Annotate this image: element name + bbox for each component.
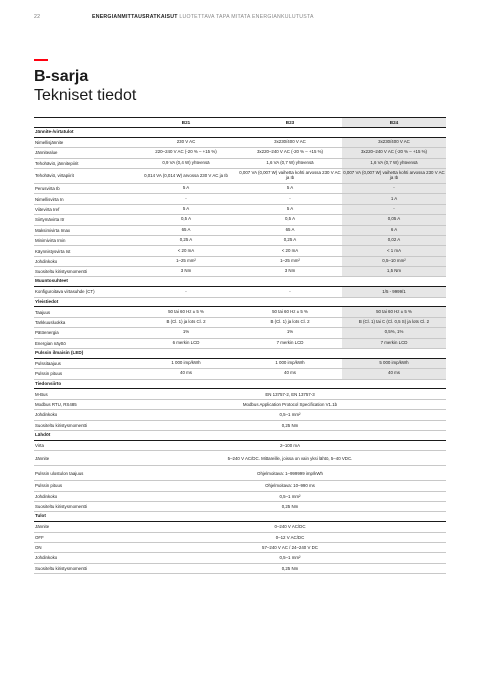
table-row xyxy=(34,246,446,256)
table-row xyxy=(34,339,446,349)
table-row xyxy=(34,481,446,491)
cell-b24: 0,02 A xyxy=(342,236,446,245)
cell-b24: B (Cl. 1) tai C (Cl. 0,5 S) ja lots Cl. 2 xyxy=(342,318,446,327)
cell-all-models: 0,5–1 mm² xyxy=(279,412,301,418)
cell-all-models: 57–240 V AC / 24–240 V DC xyxy=(262,545,318,551)
page-title: B-sarja xyxy=(34,68,89,85)
cell-b24: 0,007 VA (0,007 W) vaihetta kohti arvossa 230 V AC ja Ib xyxy=(342,169,446,183)
table-row xyxy=(34,169,446,184)
cell-all-models: 0,25 Nm xyxy=(281,565,299,571)
cell-b21: - xyxy=(185,195,187,201)
cell-b23: 50 tai 60 Hz ± 5 % xyxy=(272,308,308,314)
cell-b21: 0,014 VA (0,014 W) arvossa 230 V AC ja Ib xyxy=(144,172,228,178)
table-row xyxy=(34,369,446,379)
table-row xyxy=(34,421,446,431)
spec-table xyxy=(34,117,446,574)
table-row xyxy=(34,328,446,338)
cell-b24: 6 A xyxy=(342,226,446,235)
row-label: Tehohäviö, virtapiirit xyxy=(35,173,74,179)
cell-all-models: 0–240 V AC/DC xyxy=(274,524,306,530)
cell-b23: 0,5 A xyxy=(284,216,295,222)
cell-all-models: 5–240 V AC/DC. Mittareille, joissa on vain yksi lähtö, 5–40 VDC. xyxy=(227,455,353,461)
cell-b24: 1/5 - 9999/1 xyxy=(342,287,446,296)
row-label: Pulssin pituus xyxy=(35,483,63,489)
row-label: Tehohäviö, jännitepiirit xyxy=(35,160,79,166)
cell-all-models: 0,5–1 mm² xyxy=(279,493,301,499)
table-row xyxy=(34,148,446,158)
row-label: Suositeltu kiristysmomentti xyxy=(35,422,87,428)
table-row xyxy=(34,215,446,225)
cell-b24: 1 A xyxy=(342,194,446,203)
row-label: Suositeltu kiristysmomentti xyxy=(35,269,87,275)
cell-b21: 1–25 mm² xyxy=(176,257,196,263)
cell-b23: 5 A xyxy=(286,205,294,211)
cell-b24: < 1 mA xyxy=(342,246,446,255)
table-row xyxy=(34,205,446,215)
cell-b24: 50 tai 60 Hz ± 5 % xyxy=(342,307,446,316)
table-row xyxy=(34,267,446,277)
row-label: Pätöenergia xyxy=(35,330,59,336)
row-label: Pulssin ulostulon taajuus xyxy=(35,470,84,476)
cell-b24: 1,6 VA (0,7 W) yhteensä xyxy=(342,159,446,168)
cell-b23: 3x230/400 V AC xyxy=(274,139,306,145)
section-heading: Tiedonsiirto xyxy=(34,380,446,390)
cell-b23: 5 A xyxy=(286,185,294,191)
cell-b21: 65 A xyxy=(181,226,191,232)
row-label: Virta xyxy=(35,442,44,448)
cell-all-models: Modbus Application Protocol Specification V1.1b xyxy=(242,401,338,407)
row-label: Konfiguroitava virtasuhde (CT) xyxy=(35,289,95,295)
row-label: Minimivirta Imin xyxy=(35,238,66,244)
cell-b24: 40 ms xyxy=(342,369,446,378)
row-label: Käynnistysvirta Ist xyxy=(35,248,71,254)
table-row xyxy=(34,318,446,328)
column-header-b24: B24 xyxy=(342,118,446,127)
cell-b21: 5 A xyxy=(182,205,190,211)
cell-b21: < 20 mA xyxy=(177,247,195,253)
section-heading: Lähdöt xyxy=(34,431,446,441)
table-row xyxy=(34,451,446,466)
cell-b24: 1,5 Nm xyxy=(342,267,446,276)
row-label: Maksimivirta Imax xyxy=(35,227,71,233)
table-row xyxy=(34,236,446,246)
row-label: ON xyxy=(35,545,42,551)
cell-b23: 65 A xyxy=(285,226,295,232)
cell-b24: 7 merkin LCD xyxy=(342,339,446,348)
cell-b23: 3 Nm xyxy=(284,268,296,274)
page-header xyxy=(34,14,314,20)
cell-b24: 3x220–240 V AC (-20 % – +15 %) xyxy=(342,148,446,157)
column-header-b21: B21 xyxy=(181,120,191,125)
cell-all-models: 2–100 mA xyxy=(279,442,300,448)
table-row xyxy=(34,257,446,267)
cell-b21: 220–240 V AC (-20 % – +15 %) xyxy=(155,149,217,155)
cell-all-models: 0,5–1 mm² xyxy=(279,555,301,561)
cell-b24: 3x230/400 V AC xyxy=(342,138,446,147)
cell-b21: B (Cl. 1) ja lots Cl. 2 xyxy=(166,319,206,325)
table-row xyxy=(34,492,446,502)
row-label: Viitevirta Iref xyxy=(35,206,60,212)
column-header-blank xyxy=(34,118,134,127)
table-row xyxy=(34,159,446,169)
row-label: Perusvirta Ib xyxy=(35,186,60,192)
cell-b23: B (Cl. 1) ja lots Cl. 2 xyxy=(270,319,310,325)
cell-b23: 1–25 mm² xyxy=(280,257,300,263)
header-tagline: LUOTETTAVA TAPA MITATA ENERGIANKULUTUSTA xyxy=(179,14,314,20)
table-row xyxy=(34,502,446,512)
cell-b23: 3x220–240 V AC (-20 % – +15 %) xyxy=(256,149,324,155)
cell-b21: 6 merkin LCD xyxy=(172,339,200,345)
cell-b24: - xyxy=(342,205,446,214)
section-heading: Yleistiedot xyxy=(34,298,446,308)
section-heading: Muuntosuhteet xyxy=(34,277,446,287)
table-row xyxy=(34,553,446,563)
row-label: Energian näyttö xyxy=(35,340,66,346)
cell-b24: 0,5%, 1% xyxy=(342,328,446,337)
table-row xyxy=(34,466,446,481)
row-label: Suositeltu kiristysmomentti xyxy=(35,504,87,510)
cell-b21: - xyxy=(185,288,187,294)
table-row xyxy=(34,522,446,532)
row-label: Johdinkoko xyxy=(35,258,58,264)
cell-b21: 1% xyxy=(182,329,190,335)
cell-b24: 0,05 A xyxy=(342,215,446,224)
row-label: Pulssin pituus xyxy=(35,371,63,377)
row-label: Nimellisvirta In xyxy=(35,196,64,202)
table-row xyxy=(34,307,446,317)
cell-b21: 1 000 imp/kWh xyxy=(171,360,201,366)
row-label: Jännite xyxy=(35,524,50,530)
row-label: OFF xyxy=(35,534,44,540)
cell-b21: 50 tai 60 Hz ± 5 % xyxy=(168,308,204,314)
table-row xyxy=(34,359,446,369)
page-subtitle: Tekniset tiedot xyxy=(34,87,137,104)
table-row xyxy=(34,533,446,543)
cell-b21: 0,5 A xyxy=(180,216,191,222)
cell-b23: - xyxy=(289,195,291,201)
row-label: Taajuus xyxy=(35,309,51,315)
row-label: Jännitealue xyxy=(35,150,58,156)
cell-b23: < 20 mA xyxy=(281,247,299,253)
section-heading: Pulssin ilmaisin (LED) xyxy=(34,349,446,359)
cell-b23: - xyxy=(289,288,291,294)
cell-b23: 1% xyxy=(286,329,294,335)
table-row xyxy=(34,287,446,297)
cell-all-models: Ohjelmoitava: 1–999999 imp/kWh xyxy=(257,470,323,476)
section-heading: Jännite-/virtatulot xyxy=(34,128,446,138)
cell-b21: 230 V AC xyxy=(176,139,196,145)
column-header-row xyxy=(34,118,446,128)
cell-all-models: Ohjelmoitava: 10–990 ms xyxy=(265,483,315,489)
row-label: Johdinkoko xyxy=(35,555,58,561)
cell-b21: 0,25 A xyxy=(179,237,193,243)
cell-b21: 5 A xyxy=(182,185,190,191)
cell-b21: 40 ms xyxy=(180,370,192,376)
row-label: Johdinkoko xyxy=(35,412,58,418)
table-row xyxy=(34,410,446,420)
table-row xyxy=(34,441,446,451)
cell-all-models: 0,25 Nm xyxy=(281,422,299,428)
row-label: Jännite xyxy=(35,455,50,461)
table-row xyxy=(34,564,446,574)
cell-b21: 3 Nm xyxy=(180,268,192,274)
cell-b23: 40 ms xyxy=(284,370,296,376)
cell-b24: - xyxy=(342,184,446,193)
table-row xyxy=(34,184,446,194)
cell-all-models: EN 13757-2, EN 13757-3 xyxy=(265,391,315,397)
cell-b23: 0,25 A xyxy=(283,237,297,243)
row-label: Nimellisjännite xyxy=(35,139,64,145)
header-brand: ENERGIANMITTAUSRATKAISUT xyxy=(92,14,178,20)
cell-all-models: 0,25 Nm xyxy=(281,504,299,510)
cell-b23: 1,6 VA (0,7 W) yhteensä xyxy=(266,159,314,165)
section-heading: Tulot xyxy=(34,512,446,522)
row-label: Tarkkuusluokka xyxy=(35,320,66,326)
cell-b23: 7 merkin LCD xyxy=(276,339,304,345)
cell-all-models: 0–12 V AC/DC xyxy=(275,534,305,540)
cell-b24: 5 000 imp/kWh xyxy=(342,359,446,368)
table-row xyxy=(34,400,446,410)
table-row xyxy=(34,543,446,553)
row-label: Pulssitaajuus xyxy=(35,361,61,367)
table-row xyxy=(34,138,446,148)
cell-b24: 0,5–10 mm² xyxy=(342,257,446,266)
row-label: Modbus RTU, RS485 xyxy=(35,401,77,407)
page-number: 22 xyxy=(34,14,41,20)
table-row xyxy=(34,226,446,236)
row-label: Siirtymävirta Itr xyxy=(35,217,65,223)
accent-bar xyxy=(34,59,48,61)
cell-b23: 1 000 imp/kWh xyxy=(275,360,305,366)
row-label: Johdinkoko xyxy=(35,493,58,499)
row-label: Suositeltu kiristysmomentti xyxy=(35,565,87,571)
cell-b23: 0,007 VA (0,007 W) vaihetta kohti arvossa 230 V AC ja Ib xyxy=(239,170,341,180)
table-row xyxy=(34,389,446,399)
row-label: M-Bus xyxy=(35,391,48,397)
cell-b21: 0,9 VA (0,4 W) yhteensä xyxy=(162,159,210,165)
column-header-b23: B23 xyxy=(285,120,295,125)
table-row xyxy=(34,194,446,204)
